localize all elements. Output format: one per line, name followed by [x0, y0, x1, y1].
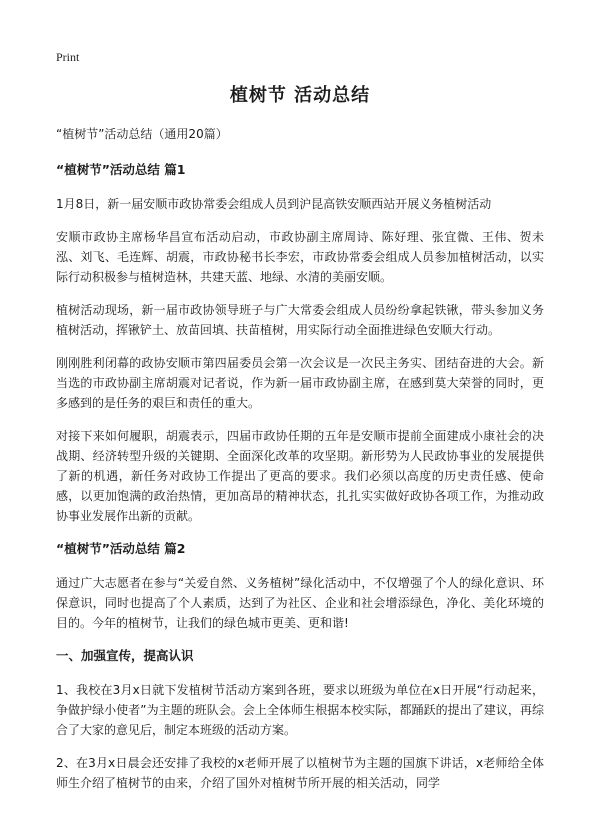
paragraph: 1、我校在3月x日就下发植树节活动方案到各班，要求以班级为单位在x日开展“行动起来，争做护绿小使者”为主题的班队会。会上全体师生根据本校实际，都踊跃的提出了建议，再综合了大家的意见后，制定本班级的活动方案。 — [56, 683, 544, 737]
paragraph: 对接下来如何履职，胡震表示，四届市政协任期的五年是安顺市提前全面建成小康社会的决战期、经济转型升级的关键期、全面深化改革的攻坚期。新形势为人民政协事业的发展提供了新的机遇，新任务对政协工作提出了更高的要求。我们必须以高度的历史责任感、使命感，以更加饱满的政治热情，更加高昂的精神状态，扎扎实实做好政协各项工作，为推动政协事业发展作出新的贡献。 — [56, 429, 544, 523]
paragraph: 刚刚胜利闭幕的政协安顺市第四届委员会第一次会议是一次民主务实、团结奋进的大会。新当选的市政协副主席胡震对记者说，作为新一届市政协副主席，在感到莫大荣誉的同时，更多感到的是任务的艰巨和责任的重大。 — [56, 356, 544, 410]
print-link[interactable]: Print — [56, 50, 80, 64]
section-heading: “植树节”活动总结 篇2 — [56, 541, 186, 556]
paragraph: 通过广大志愿者在参与“关爱自然、义务植树”绿化活动中，不仅增强了个人的绿化意识、环保意识，同时也提高了个人素质，达到了为社区、企业和社会增添绿色，净化、美化环境的目的。今年的植树节，让我们的绿色城市更美、更和谐! — [56, 576, 544, 630]
document-subtitle: “植树节”活动总结（通用20篇） — [56, 127, 228, 141]
section-heading: 一、加强宣传，提高认识 — [56, 648, 194, 663]
page-title: 植树节 活动总结 — [229, 85, 371, 106]
paragraph: 安顺市政协主席杨华昌宣布活动启动，市政协副主席周诗、陈好理、张宜微、王伟、贺未泓、刘飞、毛连辉、胡震，市政协秘书长李宏，市政协常委会组成人员参加植树活动，以实际行动积极参与植树造林，共建天蓝、地绿、水清的美丽安顺。 — [56, 230, 544, 284]
paragraph: 1月8日，新一届安顺市政协常委会组成人员到沪昆高铁安顺西站开展义务植树活动 — [56, 197, 492, 211]
section-heading: “植树节”活动总结 篇1 — [56, 162, 186, 177]
paragraph: 2、在3月x日晨会还安排了我校的x老师开展了以植树节为主题的国旗下讲话，x老师给全体师生介绍了植树节的由来，介绍了国外对植树节所开展的相关活动，同学 — [56, 756, 544, 790]
paragraph: 植树活动现场，新一届市政协领导班子与广大常委会组成人员纷纷拿起铁锹，带头参加义务植树活动，挥锹铲土、放苗回填、扶苗植树，用实际行动全面推进绿色安顺大行动。 — [56, 303, 544, 337]
